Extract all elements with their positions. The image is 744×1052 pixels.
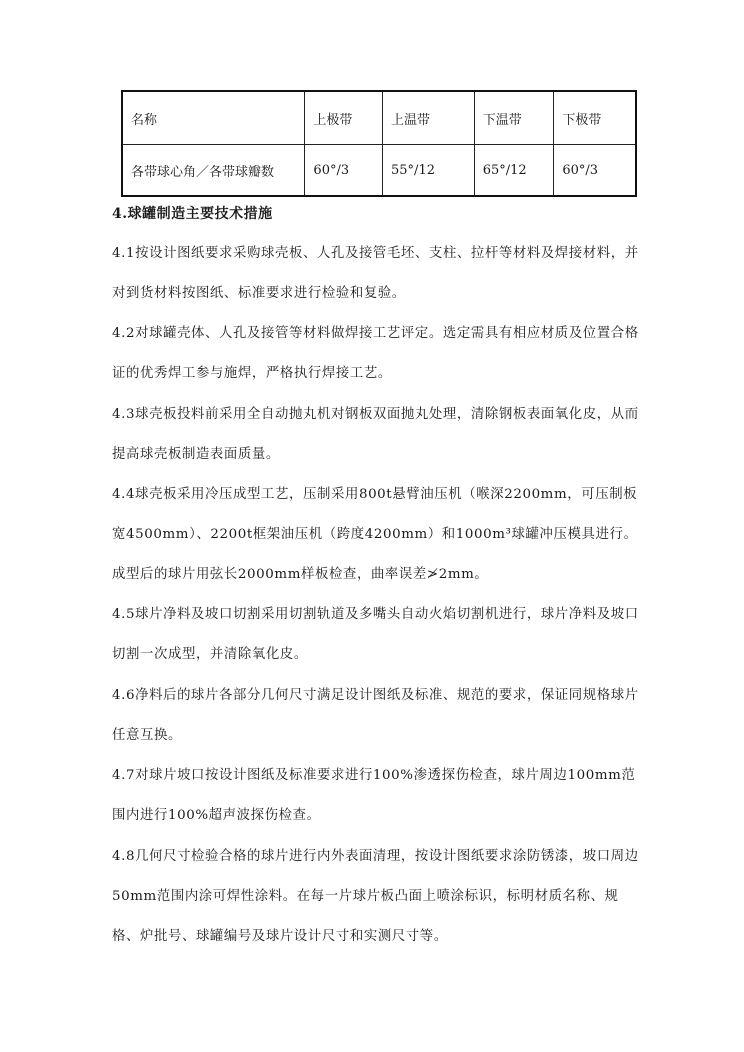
paragraph: 4.5球片净料及坡口切割采用切割轨道及多嘴头自动火焰切割机进行，球片净料及坡口切割一次成型，并清除氧化皮。 (112, 607, 639, 662)
table-cell: 65°/12 (474, 145, 554, 197)
table-cell: 下极带 (554, 91, 636, 145)
paragraph: 4.2对球罐壳体、人孔及接管等材料做焊接工艺评定。选定需具有相应材质及位置合格证的优秀焊工参与施焊，严格执行焊接工艺。 (112, 326, 639, 381)
table-cell: 55°/12 (383, 145, 475, 197)
paragraph: 4.8几何尺寸检验合格的球片进行内外表面清理，按设计图纸要求涂防锈漆，坡口周边50mm范围内涂可焊性涂料。在每一片球片板凸面上喷涂标识，标明材质名称、规格、炉批号、球罐编号及球片设计尺寸和实测尺寸等。 (112, 849, 639, 944)
paragraph: 4.7对球片坡口按设计图纸及标准要求进行100%渗透探伤检查，球片周边100mm范围内进行100%超声波探伤检查。 (112, 768, 636, 823)
table-row (122, 145, 636, 197)
paragraph: 4.3球壳板投料前采用全自动抛丸机对钢板双面抛丸处理，清除钢板表面氧化皮，从而提高球壳板制造表面质量。 (112, 407, 639, 462)
section-title: 4.球罐制造主要技术措施 (112, 206, 273, 222)
table-cell: 各带球心角／各带球瓣数 (122, 145, 305, 197)
spec-table (121, 90, 637, 197)
table-header-row (122, 91, 636, 145)
table-cell: 60°/3 (554, 145, 636, 197)
paragraph: 4.1按设计图纸要求采购球壳板、人孔及接管毛坯、支柱、拉杆等材料及焊接材料，并对到货材料按图纸、标准要求进行检验和复验。 (112, 246, 639, 301)
paragraph: 4.6净料后的球片各部分几何尺寸满足设计图纸及标准、规范的要求，保证同规格球片任意互换。 (112, 688, 639, 743)
table-cell: 下温带 (474, 91, 554, 145)
table-cell: 上温带 (383, 91, 475, 145)
table-cell: 名称 (122, 91, 305, 145)
paragraph: 4.4球壳板采用冷压成型工艺，压制采用800t悬臂油压机（喉深2200mm，可压制板宽4500mm）、2200t框架油压机（跨度4200mm）和1000m³球罐冲压模具进行。成型后的球片用弦长2000mm样板检查，曲率误差≯2mm。 (112, 487, 638, 582)
table-cell: 60°/3 (305, 145, 383, 197)
table-cell: 上极带 (305, 91, 383, 145)
